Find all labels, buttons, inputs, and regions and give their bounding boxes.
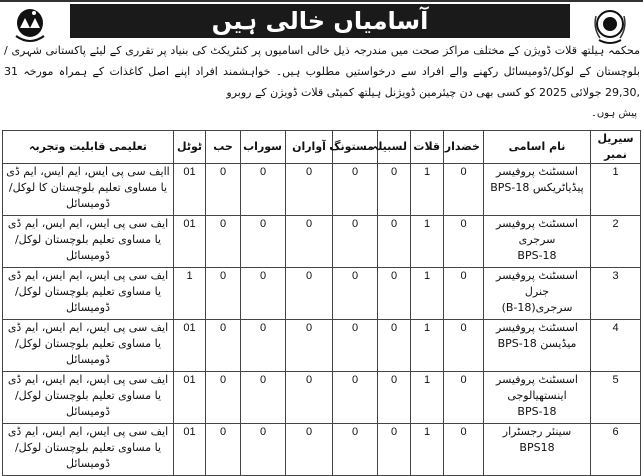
col-awaran: آواران [286, 131, 333, 164]
col-serial: سیریل نمبر [591, 131, 641, 164]
page-title: آسامیاں خالی ہیں [211, 7, 429, 35]
cell-mastung: 0 [333, 164, 378, 216]
cell-lasbela: 0 [378, 372, 411, 424]
cell-hub: 0 [206, 372, 241, 424]
cell-total: 01 [174, 164, 206, 216]
table-row [3, 216, 641, 268]
cell-hub: 0 [206, 216, 241, 268]
cell-awaran: 0 [286, 320, 333, 372]
cell-khuzdar: 0 [444, 216, 484, 268]
cell-hub: 0 [206, 320, 241, 372]
cell-kalat: 1 [411, 320, 444, 372]
cell-lasbela: 0 [378, 216, 411, 268]
post-name-line1: اسسٹنٹ پروفیسر جنرل [496, 269, 578, 298]
cell-serial: 3 [591, 268, 641, 320]
post-name-line2: BPS-18 [517, 249, 557, 262]
table-row [3, 424, 641, 476]
table-row [3, 164, 641, 216]
cell-post-name [484, 268, 591, 320]
col-khuzdar: خضدار [444, 131, 484, 164]
cell-qualification: ایف سی پی ایس، ایم ایس، ایم ڈی یا مساوی تعلیم بلوچستان لوکل/ڈومیسائل [3, 268, 174, 320]
cell-lasbela: 0 [378, 268, 411, 320]
cell-kalat: 1 [411, 268, 444, 320]
cell-surab: 0 [241, 320, 286, 372]
cell-khuzdar: 0 [444, 424, 484, 476]
table-header-row [3, 131, 641, 164]
post-name-line2: BPS-18 [517, 405, 557, 418]
cell-kalat: 1 [411, 424, 444, 476]
top-rule [0, 0, 643, 2]
post-name-line2: پیڈیاٹریکس BPS-18 [490, 181, 584, 194]
cell-qualification: ایف سی پی ایس، ایم ایس، ایم ڈی یا مساوی تعلیم بلوچستان لوکل/ڈومیسائل [3, 424, 174, 476]
col-lasbela: لسبیلہ [378, 131, 411, 164]
cell-kalat: 1 [411, 216, 444, 268]
cell-surab: 0 [241, 268, 286, 320]
post-name-line2: سرجری(B-18) [501, 301, 573, 314]
intro-ending: پیش ہوں۔ [591, 108, 637, 119]
cell-mastung: 0 [333, 320, 378, 372]
cell-surab: 0 [241, 372, 286, 424]
cell-mastung: 0 [333, 372, 378, 424]
table-row [3, 320, 641, 372]
cell-post-name [484, 216, 591, 268]
cell-lasbela: 0 [378, 164, 411, 216]
cell-qualification: اایف سی پی ایس، ایم ایس، ایم ڈی یا مساوی تعلیم بلوچستان کا لوکل/ڈومیسائل [3, 164, 174, 216]
col-kalat: قلات [411, 131, 444, 164]
cell-total: 01 [174, 372, 206, 424]
table-row [3, 372, 641, 424]
post-name-line1: سینئر رجسٹرار BPS18 [502, 425, 572, 454]
cell-post-name [484, 372, 591, 424]
cell-khuzdar: 0 [444, 268, 484, 320]
post-name-line1: اسسٹنٹ پروفیسر سرجری [496, 217, 578, 246]
cell-surab: 0 [241, 216, 286, 268]
cell-serial: 2 [591, 216, 641, 268]
cell-khuzdar: 0 [444, 164, 484, 216]
cell-hub: 0 [206, 164, 241, 216]
cell-lasbela: 0 [378, 424, 411, 476]
cell-surab: 0 [241, 424, 286, 476]
cell-kalat: 1 [411, 164, 444, 216]
col-surab: سوراب [241, 131, 286, 164]
cell-mastung: 0 [333, 268, 378, 320]
cell-surab: 0 [241, 164, 286, 216]
cell-post-name [484, 424, 591, 476]
cell-hub: 0 [206, 268, 241, 320]
col-total: ٹوٹل [174, 131, 206, 164]
cell-kalat: 1 [411, 372, 444, 424]
cell-serial: 6 [591, 424, 641, 476]
cell-qualification: ایف سی پی ایس، ایم ایس، ایم ڈی یا مساوی تعلیم بلوچستان لوکل/ڈومیسائل [3, 216, 174, 268]
post-name-line1: اسسٹنٹ پروفیسر [496, 321, 578, 334]
cell-awaran: 0 [286, 424, 333, 476]
cell-awaran: 0 [286, 216, 333, 268]
cell-awaran: 0 [286, 164, 333, 216]
cell-mastung: 0 [333, 424, 378, 476]
cell-hub: 0 [206, 424, 241, 476]
cell-khuzdar: 0 [444, 372, 484, 424]
cell-mastung: 0 [333, 216, 378, 268]
cell-khuzdar: 0 [444, 320, 484, 372]
cell-post-name [484, 320, 591, 372]
col-mastung: مستونگ [333, 131, 378, 164]
intro-paragraph: محکمہ ہیلتھ قلات ڈویژن کے مختلف مراکز صحت میں مندرجہ ذیل خالی اسامیوں پر کنٹریکٹ کی بنیاد پر تقرری کے لیئے پاکستانی شہری /بلوچستان کے لوکل/ڈومیسائل رکھنے والے افراد سے درخواستیں مطلوب ہیں۔ خواہشمند افراد اپنے اصل کاغذات کے ہمراہ مورخہ 31 ,29,30 جولائی 2025 کو کسی بھی دن چیئرمین ڈویژنل ہیلتھ کمیٹی قلات ڈویژن کے روبرو [4, 44, 640, 99]
col-hub: حب [206, 131, 241, 164]
cell-total: 01 [174, 424, 206, 476]
post-name-line1: اسسٹنٹ پروفیسر اینستھیالوجی [496, 373, 578, 402]
cell-lasbela: 0 [378, 320, 411, 372]
col-qualification: تعلیمی قابلیت وتجربہ [3, 131, 174, 164]
cell-total: 01 [174, 216, 206, 268]
post-name-line1: اسسٹنٹ پروفیسر [496, 165, 578, 178]
cell-serial: 4 [591, 320, 641, 372]
cell-qualification: ایف سی پی ایس، ایم ایس، ایم ڈی یا مساوی تعلیم بلوچستان لوکل/ڈومیسائل [3, 320, 174, 372]
cell-awaran: 0 [286, 372, 333, 424]
cell-total: 1 [174, 268, 206, 320]
page-title-banner [70, 4, 570, 38]
vacancy-table [2, 130, 641, 476]
cell-awaran: 0 [286, 268, 333, 320]
col-post-name: نام اسامی [484, 131, 591, 164]
cell-serial: 5 [591, 372, 641, 424]
cell-qualification: ایف سی پی ایس، ایم ایس، ایم ڈی یا مساوی تعلیم بلوچستان لوکل/ڈومیسائل [3, 372, 174, 424]
cell-post-name [484, 164, 591, 216]
post-name-line2: میڈیسن BPS-18 [497, 337, 577, 350]
table-row [3, 268, 641, 320]
cell-serial: 1 [591, 164, 641, 216]
cell-total: 01 [174, 320, 206, 372]
